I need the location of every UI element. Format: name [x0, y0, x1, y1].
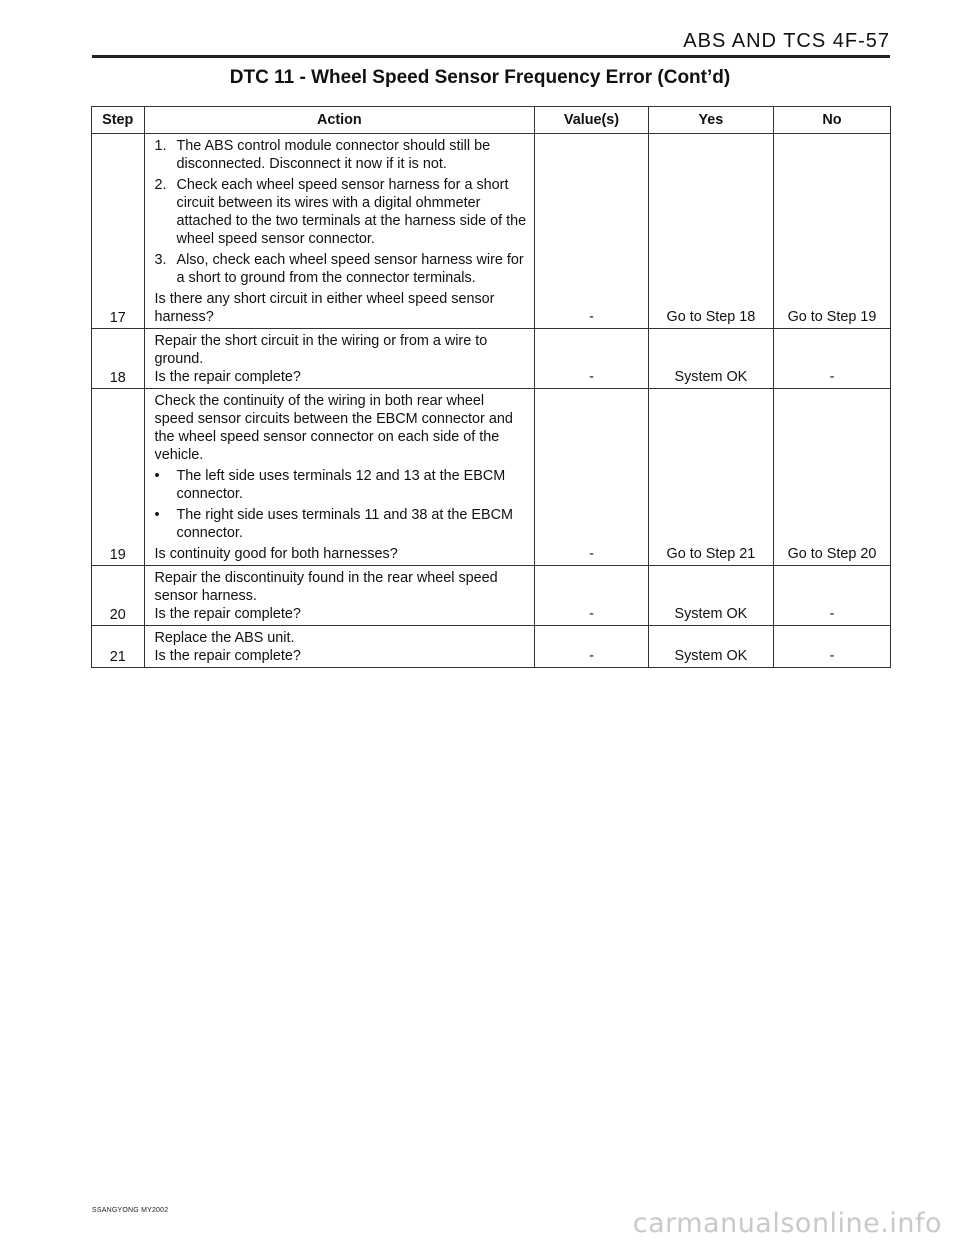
list-item [155, 176, 527, 248]
yes-cell: Go to Step 18 [648, 134, 773, 329]
list-item [155, 467, 527, 503]
action-text: Check the continuity of the wiring in both rear wheel speed sensor circuits between the EBCM connector and the wheel speed sensor connector on each side of the vehicle. [154, 393, 513, 463]
yes-cell: System OK [648, 329, 773, 389]
value-cell: - [535, 626, 649, 668]
table-row [92, 566, 891, 626]
column-header-step: Step [92, 107, 145, 134]
list-item-text: Check each wheel speed sensor harness for a short circuit between its wires with a digital ohmmeter attached to the two terminals at the harness side of the wheel speed sensor connector. [176, 177, 527, 247]
step-number: 21 [92, 626, 145, 668]
watermark-text: carmanualsonline.info [632, 1208, 942, 1239]
column-header-values: Value(s) [535, 107, 649, 134]
bullet-marker: • [154, 468, 160, 484]
list-item-text: Also, check each wheel speed sensor harness wire for a short to ground from the connector terminals. [176, 252, 524, 286]
action-cell [144, 566, 535, 626]
list-item-text: The right side uses terminals 11 and 38 at the EBCM connector. [176, 507, 513, 541]
bullet-marker: • [154, 507, 160, 523]
list-item [155, 137, 527, 173]
action-cell [144, 626, 535, 668]
no-cell: - [774, 566, 891, 626]
table-row [92, 389, 891, 566]
action-cell [144, 134, 535, 329]
action-question: Is the repair complete? [154, 369, 301, 385]
action-question: Is there any short circuit in either wheel speed sensor harness? [154, 291, 495, 325]
value-cell: - [535, 134, 649, 329]
table-header-row [92, 107, 891, 134]
step-number: 17 [92, 134, 145, 329]
action-text: Repair the short circuit in the wiring or from a wire to ground. [154, 333, 488, 367]
page-heading: DTC 11 - Wheel Speed Sensor Frequency Error (Cont’d) [229, 67, 731, 88]
yes-cell: System OK [648, 566, 773, 626]
step-number: 18 [92, 329, 145, 389]
step-number: 19 [92, 389, 145, 566]
header-rule [92, 55, 890, 58]
table-row [92, 329, 891, 389]
no-cell: - [774, 329, 891, 389]
diagnostic-table [91, 106, 891, 668]
step-number: 20 [92, 566, 145, 626]
list-item [155, 506, 527, 542]
column-header-action: Action [144, 107, 535, 134]
no-cell: - [774, 626, 891, 668]
no-cell: Go to Step 19 [774, 134, 891, 329]
value-cell: - [535, 329, 649, 389]
action-question: Is the repair complete? [154, 648, 301, 664]
list-item-text: The left side uses terminals 12 and 13 at the EBCM connector. [176, 468, 506, 502]
yes-cell: System OK [648, 626, 773, 668]
list-marker: 1. [154, 138, 167, 154]
table-row [92, 134, 891, 329]
list-marker: 2. [154, 177, 167, 193]
action-cell [144, 389, 535, 566]
footer-brand: SSANGYONG MY2002 [92, 1207, 169, 1214]
action-text: Repair the discontinuity found in the rear wheel speed sensor harness. [154, 570, 498, 604]
value-cell: - [535, 566, 649, 626]
page-header-title: ABS AND TCS 4F-57 [683, 30, 890, 52]
column-header-no: No [774, 107, 891, 134]
action-cell [144, 329, 535, 389]
action-question: Is the repair complete? [154, 606, 301, 622]
table-row [92, 626, 891, 668]
yes-cell: Go to Step 21 [648, 389, 773, 566]
column-header-yes: Yes [648, 107, 773, 134]
list-item [155, 251, 527, 287]
list-marker: 3. [154, 252, 167, 268]
action-text: Replace the ABS unit. [154, 630, 295, 646]
value-cell: - [535, 389, 649, 566]
action-question: Is continuity good for both harnesses? [154, 546, 398, 562]
list-item-text: The ABS control module connector should still be disconnected. Disconnect it now if it is not. [176, 138, 491, 172]
no-cell: Go to Step 20 [774, 389, 891, 566]
